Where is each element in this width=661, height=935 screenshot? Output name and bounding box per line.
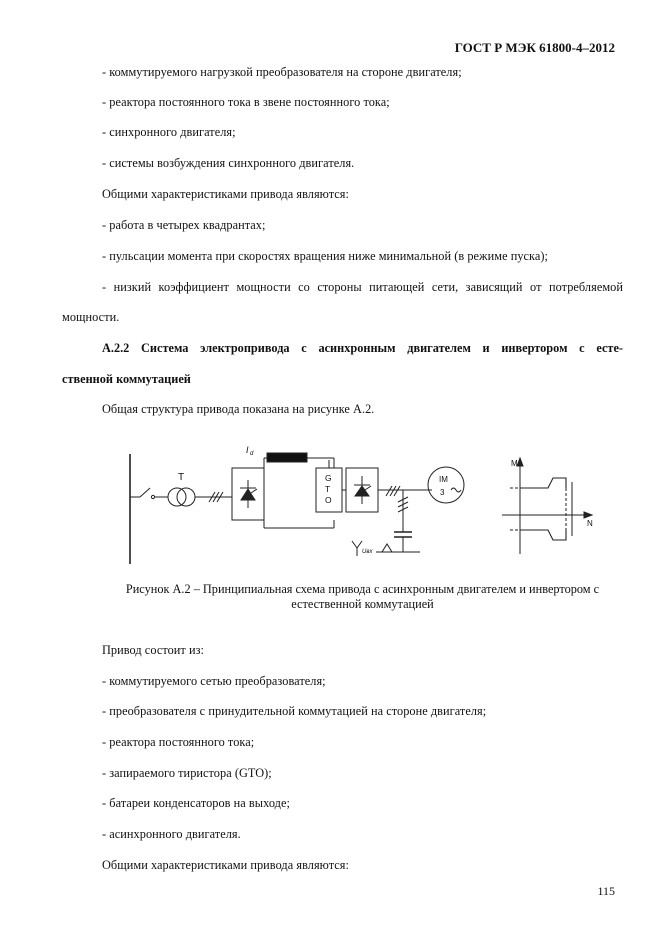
motor-label: IM (439, 475, 448, 484)
transformer-label: T (178, 472, 185, 483)
list-item: - асинхронного двигателя. (102, 827, 241, 841)
gto-letter: G (325, 473, 332, 483)
motor-phase-label: 3 (440, 488, 445, 497)
current-label-sub: d (250, 451, 254, 457)
voltage-label: Uвх (362, 549, 373, 555)
axis-label-n: N (587, 519, 593, 528)
page-number: 115 (597, 884, 615, 898)
section-heading: А.2.2 Система электропривода с асинхронным двигателем и инвертором с есте- (102, 341, 623, 355)
list-item: - реактора постоянного тока в звене постоянного тока; (102, 95, 390, 109)
paragraph: Общими характеристиками привода являются: (102, 187, 349, 201)
gto-letter: O (325, 495, 332, 505)
axis-label-m: M (511, 459, 518, 468)
section-heading-continuation: ственной коммутацией (62, 372, 191, 386)
list-item: - преобразователя с принудительной коммутацией на стороне двигателя; (102, 704, 487, 718)
list-item: - низкий коэффициент мощности со стороны питающей сети, зависящий от потребляемой (102, 280, 623, 294)
paragraph: Общими характеристиками привода являются: (102, 858, 349, 872)
paragraph: Общая структура привода показана на рисунке А.2. (102, 402, 375, 416)
list-item: - коммутируемого нагрузкой преобразователя на стороне двигателя; (102, 65, 462, 79)
circuit-diagram (120, 440, 610, 570)
list-item: - запираемого тиристора (GTO); (102, 766, 272, 780)
list-item: - коммутируемого сетью преобразователя; (102, 674, 326, 688)
list-item: - реактора постоянного тока; (102, 735, 255, 749)
list-item: - системы возбуждения синхронного двигателя. (102, 156, 355, 170)
list-item: - синхронного двигателя; (102, 125, 236, 139)
paragraph: Привод состоит из: (102, 643, 204, 657)
list-item-continuation: мощности. (62, 310, 120, 324)
list-item: - батареи конденсаторов на выходе; (102, 796, 290, 810)
current-label: I (246, 445, 249, 455)
figure-caption: Рисунок А.2 – Принципиальная схема привода с асинхронным двигателем и инвертором с естественной коммутацией (125, 582, 600, 611)
list-item: - пульсации момента при скоростях вращения ниже минимальной (в режиме пуска); (102, 249, 548, 263)
gto-letter: T (325, 484, 331, 494)
document-header: ГОСТ Р МЭК 61800-4–2012 (454, 40, 615, 55)
list-item: - работа в четырех квадрантах; (102, 218, 266, 232)
